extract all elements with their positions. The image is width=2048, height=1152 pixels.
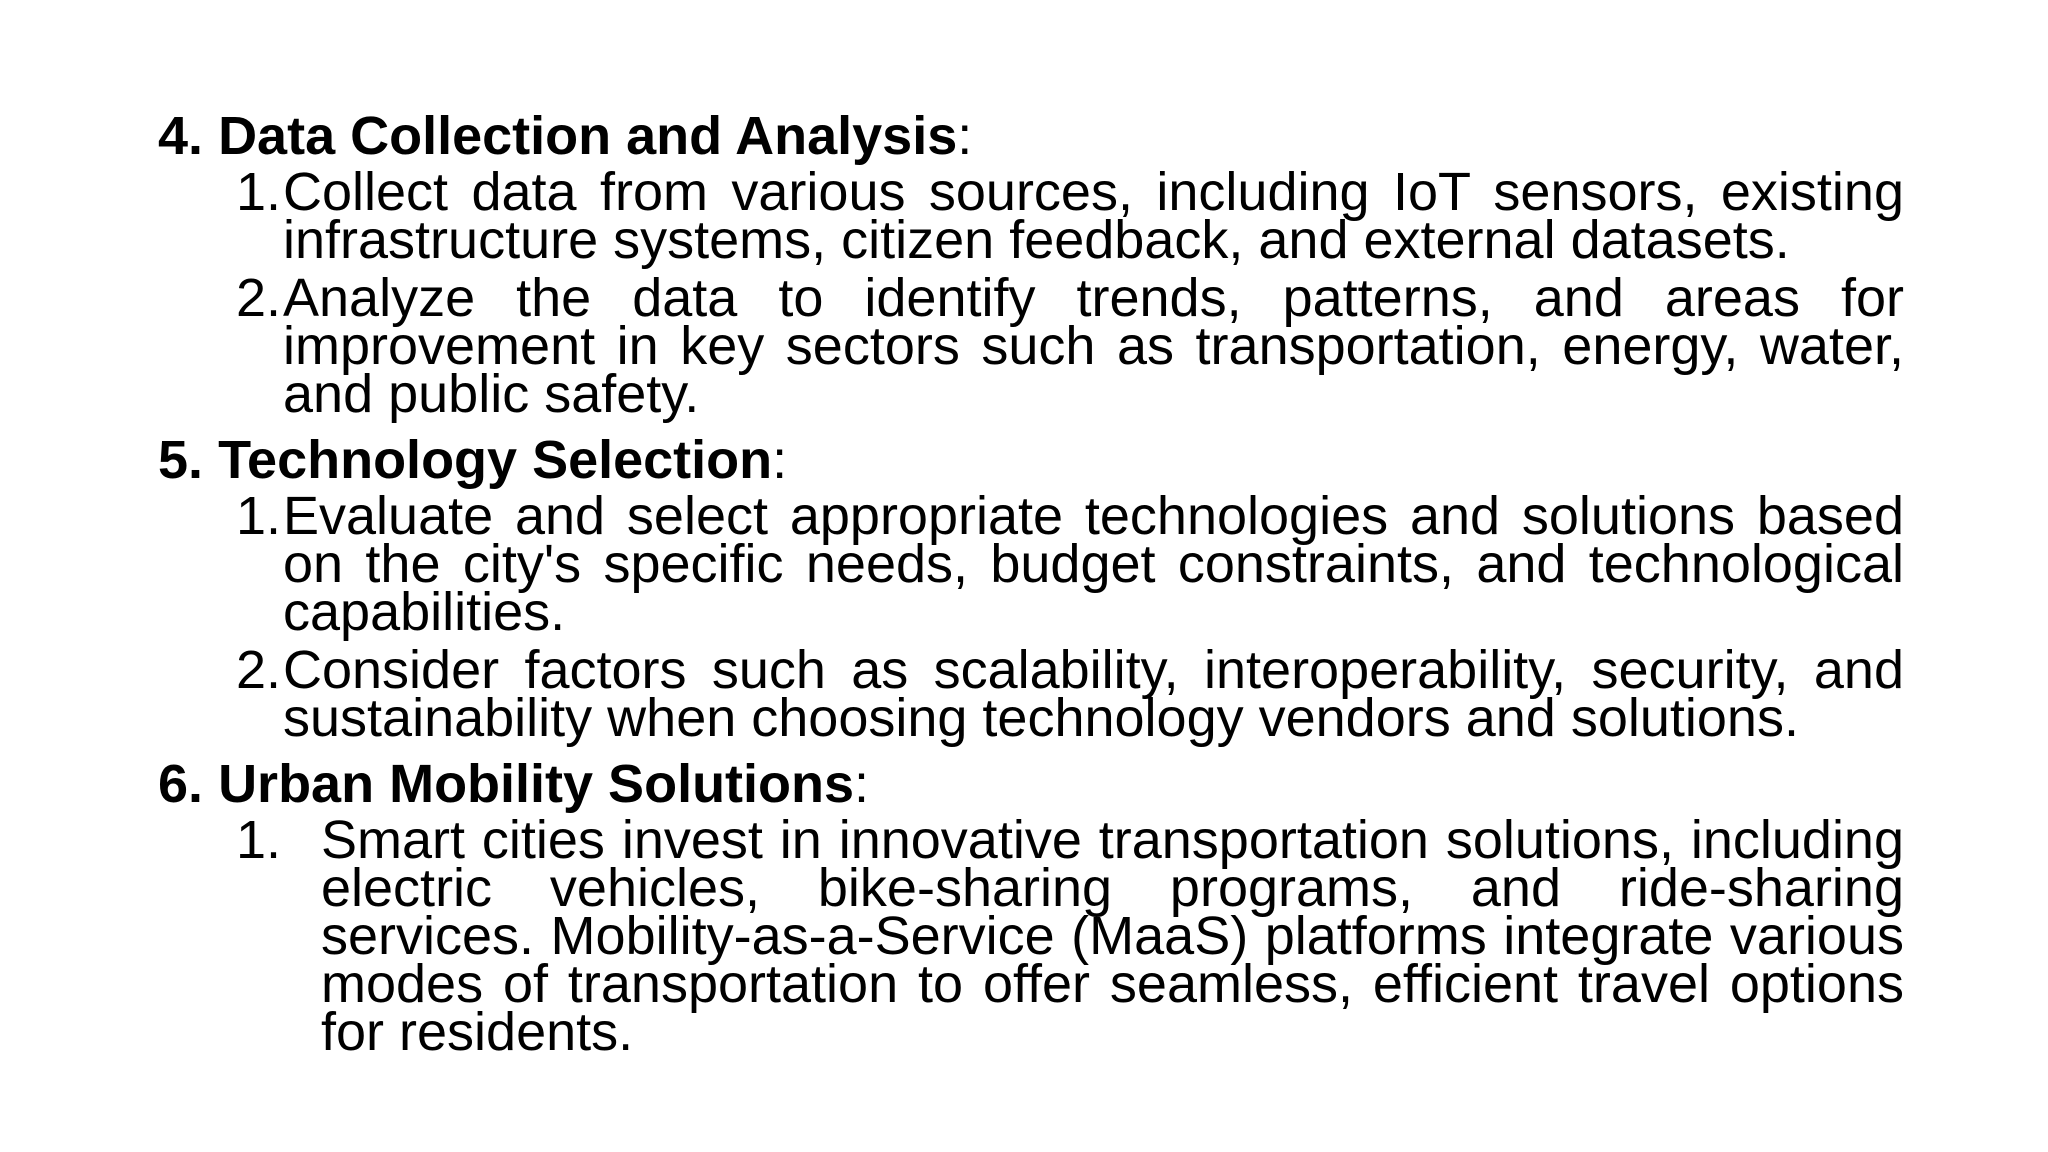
list-item [158,810,1904,1062]
list-item [158,268,1904,424]
section-colon: : [772,430,788,490]
list-item-text: Evaluate and select appropriate technologies and solutions based on the city's specific needs, budget constraints, and technological capabilities. [283,486,1904,642]
section-technology-selection [158,428,1904,748]
section-number: 6. [158,754,204,814]
section-title: Data Collection and Analysis [218,106,958,166]
list-item-number: 1. [236,810,282,870]
list-item-text: Analyze the data to identify trends, patterns, and areas for improvement in key sectors such as transportation, energy, water, and public safety. [283,268,1904,424]
section-title: Urban Mobility Solutions [218,754,855,814]
list-item [158,162,1904,270]
list-item [158,486,1904,642]
list-item-text: Consider factors such as scalability, interoperability, security, and sustainability when choosing technology vendors and solutions. [283,640,1904,748]
section-title: Technology Selection [218,430,773,490]
list-item [158,640,1904,748]
list-item-number: 2. [236,640,282,700]
section-colon: : [957,106,973,166]
list-item-text: Smart cities invest in innovative transportation solutions, including electric vehicles, bike-sharing programs, and ride-sharing services. Mobility-as-a-Service (MaaS) platforms integrate various modes of transportation to offer seamless, efficient travel options for residents. [321,810,1904,1062]
section-heading [158,752,1904,816]
section-item-list [158,486,1904,748]
section-heading [158,428,1904,492]
section-colon: : [854,754,870,814]
list-item-number: 2. [236,268,282,328]
section-item-list [158,162,1904,424]
list-item-number: 1. [236,486,282,546]
list-item-text: Collect data from various sources, including IoT sensors, existing infrastructure systems, citizen feedback, and external datasets. [283,162,1904,270]
list-item-number: 1. [236,162,282,222]
section-number: 4. [158,106,204,166]
section-heading [158,104,1904,168]
slide-content [158,104,1904,1062]
section-item-list [158,810,1904,1062]
section-number: 5. [158,430,204,490]
section-urban-mobility [158,752,1904,1062]
section-data-collection [158,104,1904,424]
